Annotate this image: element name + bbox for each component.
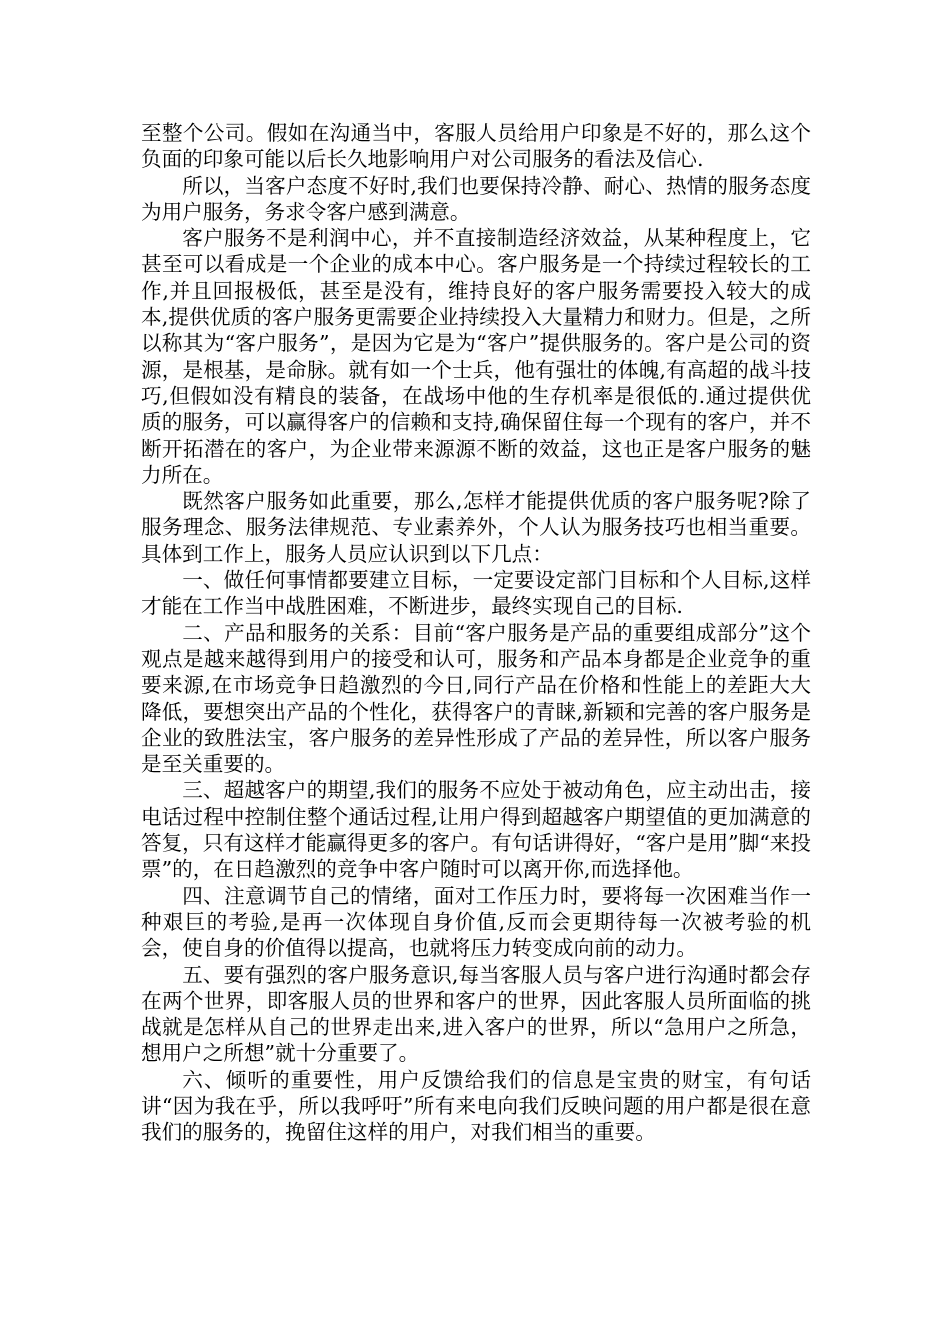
document-body [141,120,811,1146]
paragraph-2: 客户服务不是利润中心，并不直接制造经济效益，从某种程度上，它甚至可以看成是一个企业的成本中心。客户服务是一个持续过程较长的工作,并且回报极低，甚至是没有，维持良好的客户服务需要投入较大的成本,提供优质的客户服务更需要企业持续投入大量精力和财力。但是，之所以称其为“客户服务”，是因为它是为“客户”提供服务的。客户是公司的资源，是根基，是命脉。就有如一个士兵，他有强壮的体魄,有高超的战斗技巧,但假如没有精良的装备，在战场中他的生存机率是很低的.通过提供优质的服务，可以赢得客户的信赖和支持,确保留住每一个现有的客户，并不断开拓潜在的客户，为企业带来源源不断的效益，这也正是客户服务的魅力所在。 [141,226,811,487]
paragraph-5: 二、产品和服务的关系：目前“客户服务是产品的重要组成部分”这个观点是越来越得到用户的接受和认可，服务和产品本身都是企业竞争的重要来源,在市场竞争日趋激烈的今日,同行产品在价格和性能上的差距大大降低，要想突出产品的个性化，获得客户的青睐,新颖和完善的客户服务是企业的致胜法宝，客户服务的差异性形成了产品的差异性，所以客户服务是至关重要的。 [141,620,811,777]
paragraph-6: 三、超越客户的期望,我们的服务不应处于被动角色，应主动出击，接电话过程中控制住整个通话过程,让用户得到超越客户期望值的更加满意的答复，只有这样才能赢得更多的客户。有句话讲得好，“客户是用”脚“来投票”的，在日趋激烈的竞争中客户随时可以离开你,而选择他。 [141,778,811,882]
paragraph-0: 至整个公司。假如在沟通当中，客服人员给用户印象是不好的，那么这个负面的印象可能以后长久地影响用户对公司服务的看法及信心. [141,121,811,172]
paragraph-8: 五、要有强烈的客户服务意识,每当客服人员与客户进行沟通时都会存在两个世界，即客服人员的世界和客户的世界，因此客服人员所面临的挑战就是怎样从自己的世界走出来,进入客户的世界，所以“急用户之所急，想用户之所想”就十分重要了。 [141,962,811,1066]
paragraph-7: 四、注意调节自己的情绪，面对工作压力时，要将每一次困难当作一种艰巨的考验,是再一次体现自身价值,反而会更期待每一次被考验的机会，使自身的价值得以提高，也就将压力转变成向前的动力。 [141,883,811,961]
paragraph-9: 六、倾听的重要性，用户反馈给我们的信息是宝贵的财宝，有句话讲“因为我在乎，所以我呼吁”所有来电向我们反映问题的用户都是很在意我们的服务的，挽留住这样的用户，对我们相当的重要。 [141,1067,811,1145]
paragraph-4: 一、做任何事情都要建立目标，一定要设定部门目标和个人目标,这样才能在工作当中战胜困难，不断进步，最终实现自己的目标. [141,568,811,619]
paragraph-3: 既然客户服务如此重要，那么,怎样才能提供优质的客户服务呢?除了服务理念、服务法律规范、专业素养外，个人认为服务技巧也相当重要。具体到工作上，服务人员应认识到以下几点： [141,489,811,566]
paragraph-1: 所以，当客户态度不好时,我们也要保持冷静、耐心、热情的服务态度为用户服务，务求令客户感到满意。 [141,173,811,224]
